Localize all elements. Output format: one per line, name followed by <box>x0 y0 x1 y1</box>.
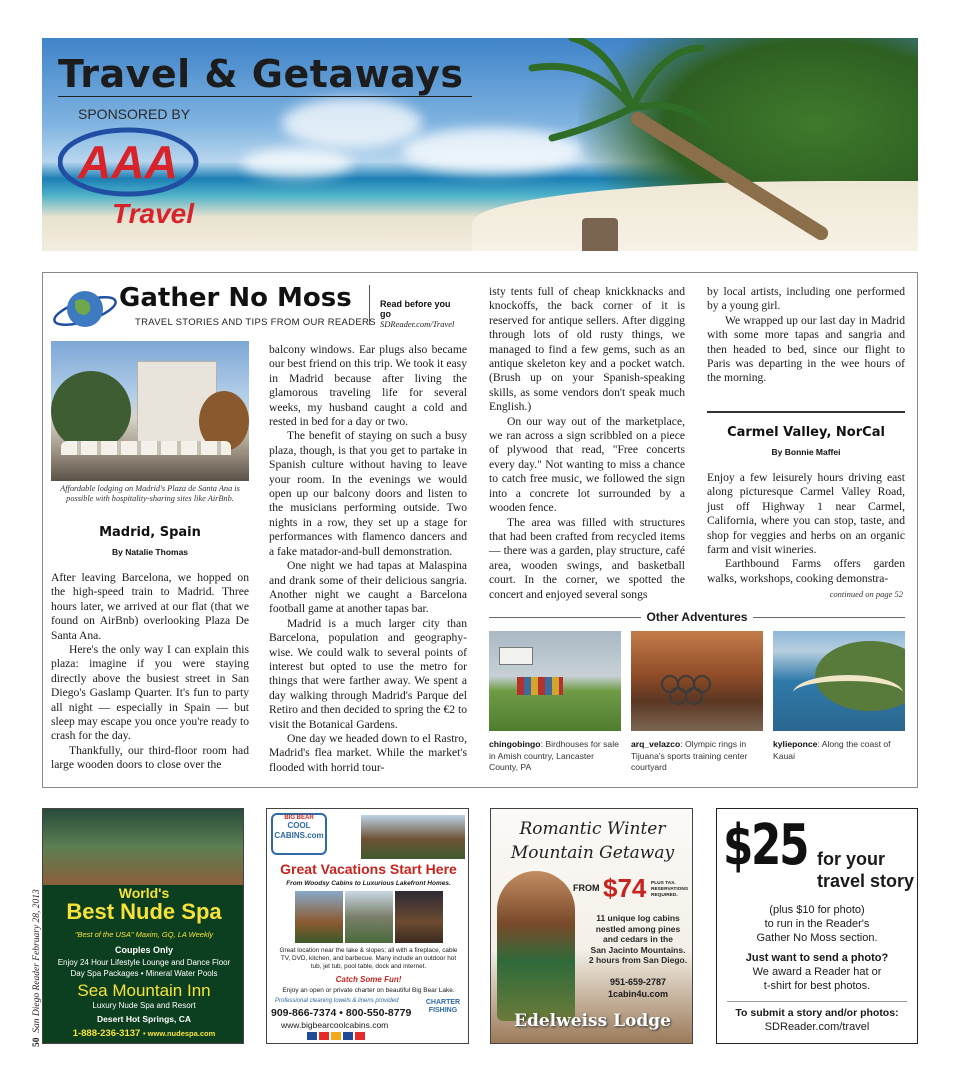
spa-location: Desert Hot Springs, CA <box>97 1014 191 1024</box>
paragraph: Enjoy a few leisurely hours driving east along picturesque Carmel Valley Road, just off Highway 1 near Carmel, California, where you can stop, taste, and shop for veggies and herbs on an organic farm and visit wineries. <box>707 471 905 557</box>
offer-line: We award a Reader hat or <box>752 966 882 978</box>
other-adventures-heading-text: Other Adventures <box>641 610 754 624</box>
cabins-catch: Catch Some Fun! <box>335 975 402 984</box>
divider <box>727 1001 907 1002</box>
offer-line: to run in the Reader's <box>764 918 870 930</box>
cabin-photo <box>345 891 393 943</box>
cabins-logo-main: COOL CABINS.com <box>274 821 324 840</box>
photo-caption-text: : Along the coast of Kauai <box>773 739 891 761</box>
story-column-carmel <box>707 471 905 586</box>
paragraph: by local artists, including one performed by a young girl. <box>707 285 905 313</box>
byline-carmel: By Bonnie Maffei <box>771 447 841 457</box>
paragraph: Earthbound Farms offers garden walks, workshops, cooking demonstra- <box>707 557 905 585</box>
story-column-1 <box>51 571 249 773</box>
section-title: Travel & Getaways <box>58 52 472 97</box>
couple-photo <box>497 871 575 1021</box>
paragraph: balcony windows. Ear plugs also became our best friend on this trip. We took it easy in Madrid because after living the glamorous traveling life for several weeks, my husband caught a cold and rested in bed for a day or two. <box>269 343 467 429</box>
madrid-plaza-photo <box>51 341 249 481</box>
paragraph: Thankfully, our third-floor room had large wooden doors to close over the <box>51 743 249 772</box>
offer-line: Gather No Moss section. <box>756 932 878 944</box>
aaa-logo-text: AAA <box>78 136 178 188</box>
offer-line: t-shirt for best photos. <box>763 980 871 992</box>
cabin-photo <box>295 891 343 943</box>
travel-banner <box>42 38 918 251</box>
lodge-phone[interactable]: 951-659-2787 <box>609 977 667 987</box>
paragraph: isty tents full of cheap knickknacks and knockoffs, the back corner of it is reserved for antique sellers. After digging through lots of old rusty things, we managed to find a few gems, such as an antique skeleton key and a pocket watch. (Brush up on your Spanish-speaking skills, as some vendors don't speak much English.) <box>489 285 685 414</box>
story-title-carmel: Carmel Valley, NorCal <box>727 425 885 440</box>
for-your-text: for your <box>817 849 886 869</box>
offer-line: Just want to send a photo? <box>745 952 889 964</box>
paragraph: After leaving Barcelona, we hopped on the high-speed train to Madrid. Three hours later, we arrived at our flat (that we found on AirBnb) overlooking Plaza De Santa Ana. <box>51 571 249 642</box>
byline-madrid: By Natalie Thomas <box>111 547 189 557</box>
paragraph: We wrapped up our last day in Madrid with some more tapas and sangria and then headed to bed, since our flight to Paris was departing in the wee hours of the morning. <box>707 313 905 385</box>
driftwood-stump <box>582 218 618 251</box>
paragraph: On our way out of the marketplace, we ran across a sign scribbled on a piece of plywood that read, "Free concerts every day." Not wanting to miss a chance to catch free music, we followed the sign into a concrete lot surrounded by a wooden fence. <box>489 414 685 515</box>
spa-name-sub: Luxury Nude Spa and Resort <box>92 1001 196 1010</box>
read-before-label: Read before you go <box>380 299 451 319</box>
ad-big-bear-cool-cabins[interactable] <box>266 808 469 1044</box>
photo-caption: Affordable lodging on Madrid's Plaza de Santa Ana is possible with hospitality-sharing sites like AirBnb. <box>60 484 240 503</box>
offer-line: (plus $10 for photo) <box>769 904 865 916</box>
read-before-box <box>369 285 461 329</box>
credit-cards-icon <box>307 1032 367 1040</box>
continued-note: continued on page 52 <box>829 589 903 599</box>
spa-name: Sea Mountain Inn <box>77 981 211 1000</box>
paragraph: One night we had tapas at Malaspina and drank some of their delicious sangria. Another night we caught a Barcelona football game at another tapas bar. <box>269 559 467 616</box>
charter-fishing-logo: CHARTER FISHING <box>425 999 461 1014</box>
cabins-headline: Great Vacations Start Here <box>280 861 457 877</box>
lodge-title-2: Mountain Getaway <box>510 843 675 863</box>
column-title: Gather No Moss <box>119 283 352 313</box>
ad-submit-travel-story[interactable] <box>716 808 918 1044</box>
spa-photo <box>43 809 244 885</box>
story-column-3 <box>489 285 685 602</box>
other-adventures-heading <box>489 610 905 624</box>
paragraph: The area was filled with structures that had been crafted from recycled items — there was a garden, play structure, café area, wooden swings, and basketball court. In the corner, we spotted the concert and enjoyed several songs <box>489 515 685 601</box>
submit-url[interactable]: SDReader.com/travel <box>764 1021 870 1033</box>
page-number: 50 <box>32 1037 42 1047</box>
spa-desc-1: Enjoy 24 Hour Lifestyle Lounge and Dance Floor <box>57 958 231 967</box>
gather-no-moss-section <box>42 272 918 788</box>
story-title-madrid: Madrid, Spain <box>99 525 201 540</box>
spa-best-of: "Best of the USA" Maxim, GQ, LA Weekly <box>74 930 214 939</box>
submit-label: To submit a story and/or photos: <box>735 1007 899 1019</box>
photo-credit-1 <box>489 739 625 774</box>
cabin-photo <box>361 815 465 859</box>
photo-user[interactable]: chingobingo <box>489 739 541 749</box>
spa-worlds: World's <box>118 885 170 901</box>
lodge-name: Edelweiss Lodge <box>514 1011 671 1031</box>
spa-contact <box>43 1028 244 1039</box>
cabins-phones[interactable]: 909-866-7374 • 800-550-8779 <box>271 1007 412 1019</box>
beach-sand <box>472 181 918 251</box>
cabin-photo <box>395 891 443 943</box>
cabins-tagline: From Woodsy Cabins to Luxurious Lakefront Homes. <box>286 880 451 887</box>
story-column-2 <box>269 343 467 775</box>
spa-desc-2: Day Spa Packages • Mineral Water Pools <box>70 969 218 978</box>
ad-sea-mountain-inn[interactable] <box>42 808 244 1044</box>
lodge-title-1: Romantic Winter <box>519 819 666 839</box>
reader-offer <box>717 903 917 945</box>
lodge-web[interactable]: 1cabin4u.com <box>607 989 669 999</box>
photo-credit-2 <box>631 739 767 774</box>
palm-fronds-icon <box>512 38 712 148</box>
travel-story-text: travel story <box>817 871 915 891</box>
paragraph: Here's the only way I can explain this plaza: imagine if you were staying directly above the busiest street in San Diego's Gaslamp Quarter. It's fun to party all night — especially in Spain — but sleep may escape you once you're ready to crash for the day. <box>51 643 249 743</box>
cabins-provided: Professional cleaning towels & linens provided <box>275 998 399 1004</box>
spa-web[interactable]: • www.nudespa.com <box>142 1029 216 1038</box>
photo-offer <box>717 951 917 993</box>
olympic-rings-photo <box>631 631 763 731</box>
sponsored-by-label: SPONSORED BY <box>78 106 191 122</box>
cabins-logo-top: BIG BEAR <box>284 815 314 821</box>
cabins-web[interactable]: www.bigbearcoolcabins.com <box>281 1020 389 1030</box>
lodge-desc-line: 2 hours from San Diego. <box>588 955 688 965</box>
lodge-desc-line: San Jacinto Mountains. <box>590 944 686 955</box>
page-folio <box>26 885 40 1045</box>
photo-credit-3 <box>773 739 909 762</box>
photo-user[interactable]: kylieponce <box>773 739 818 749</box>
ad-edelweiss-lodge[interactable] <box>490 808 693 1044</box>
lodge-desc-line: and cedars in the <box>603 934 673 944</box>
spa-couples: Couples Only <box>114 945 173 955</box>
story-divider <box>707 411 905 413</box>
lodge-desc <box>583 913 693 966</box>
lodge-price: $74 <box>603 873 647 903</box>
photo-caption-text: : Olympic rings in Tijuana's sports training center courtyard <box>631 739 748 772</box>
read-before-url[interactable]: SDReader.com/Travel <box>380 319 455 329</box>
lodge-from: FROM <box>573 883 600 893</box>
reward-amount: $25 <box>723 813 808 878</box>
aaa-travel-text: Travel <box>112 198 194 229</box>
photo-user[interactable]: arq_velazco <box>631 739 681 749</box>
folio-text: San Diego Reader February 28, 2013 <box>32 889 42 1033</box>
globe-icon <box>49 285 119 335</box>
birdhouses-photo <box>489 631 621 731</box>
paragraph: One day we headed down to el Rastro, Madrid's flea market. While the market's flooded with horrid tour- <box>269 731 467 774</box>
cabins-charter: Enjoy an open or private charter on beautiful Big Bear Lake. <box>282 987 455 994</box>
lodge-desc-line: 11 unique log cabins <box>596 913 680 923</box>
cabins-logo <box>271 813 327 855</box>
column-subtitle: TRAVEL STORIES AND TIPS FROM OUR READERS <box>135 317 376 328</box>
spa-best-nude: Best Nude Spa <box>66 899 222 924</box>
paragraph: Madrid is a much larger city than Barcelona, population and geography-wise. We could walk to several points of interest but opted to use the metro for things that were farther away. We spent a day walking through Madrid's Parque del Retiro and then decided to spring the €2 to visit the Botanical Gardens. <box>269 616 467 731</box>
spa-phone[interactable]: 1-888-236-3137 <box>72 1028 141 1039</box>
paragraph: The benefit of staying on such a busy plaza, though, is that you get to partake in Spanish culture without having to leave your room. In the evenings we would open up our balcony doors and listen to the musicians performing outside. Two nights in a row, they set up a stage for performances with flamenco dancers and a fake matador-and-bull demonstration. <box>269 429 467 558</box>
lodge-desc-line: nestled among pines <box>595 923 681 934</box>
cabins-desc: Great location near the lake & slopes; all with a fireplace, cable TV, DVD, kitchen, and barbecue. Many include an outdoor hot tub, jet tub, pool table, dock and internet. <box>279 947 458 970</box>
photo-caption-text: : Birdhouses for sale in Amish country, Lancaster County, PA <box>489 739 619 772</box>
story-column-4 <box>707 285 905 386</box>
kauai-coast-photo <box>773 631 905 731</box>
lodge-price-note: PLUS TAX. RESERVATIONS REQUIRED. <box>651 881 689 898</box>
